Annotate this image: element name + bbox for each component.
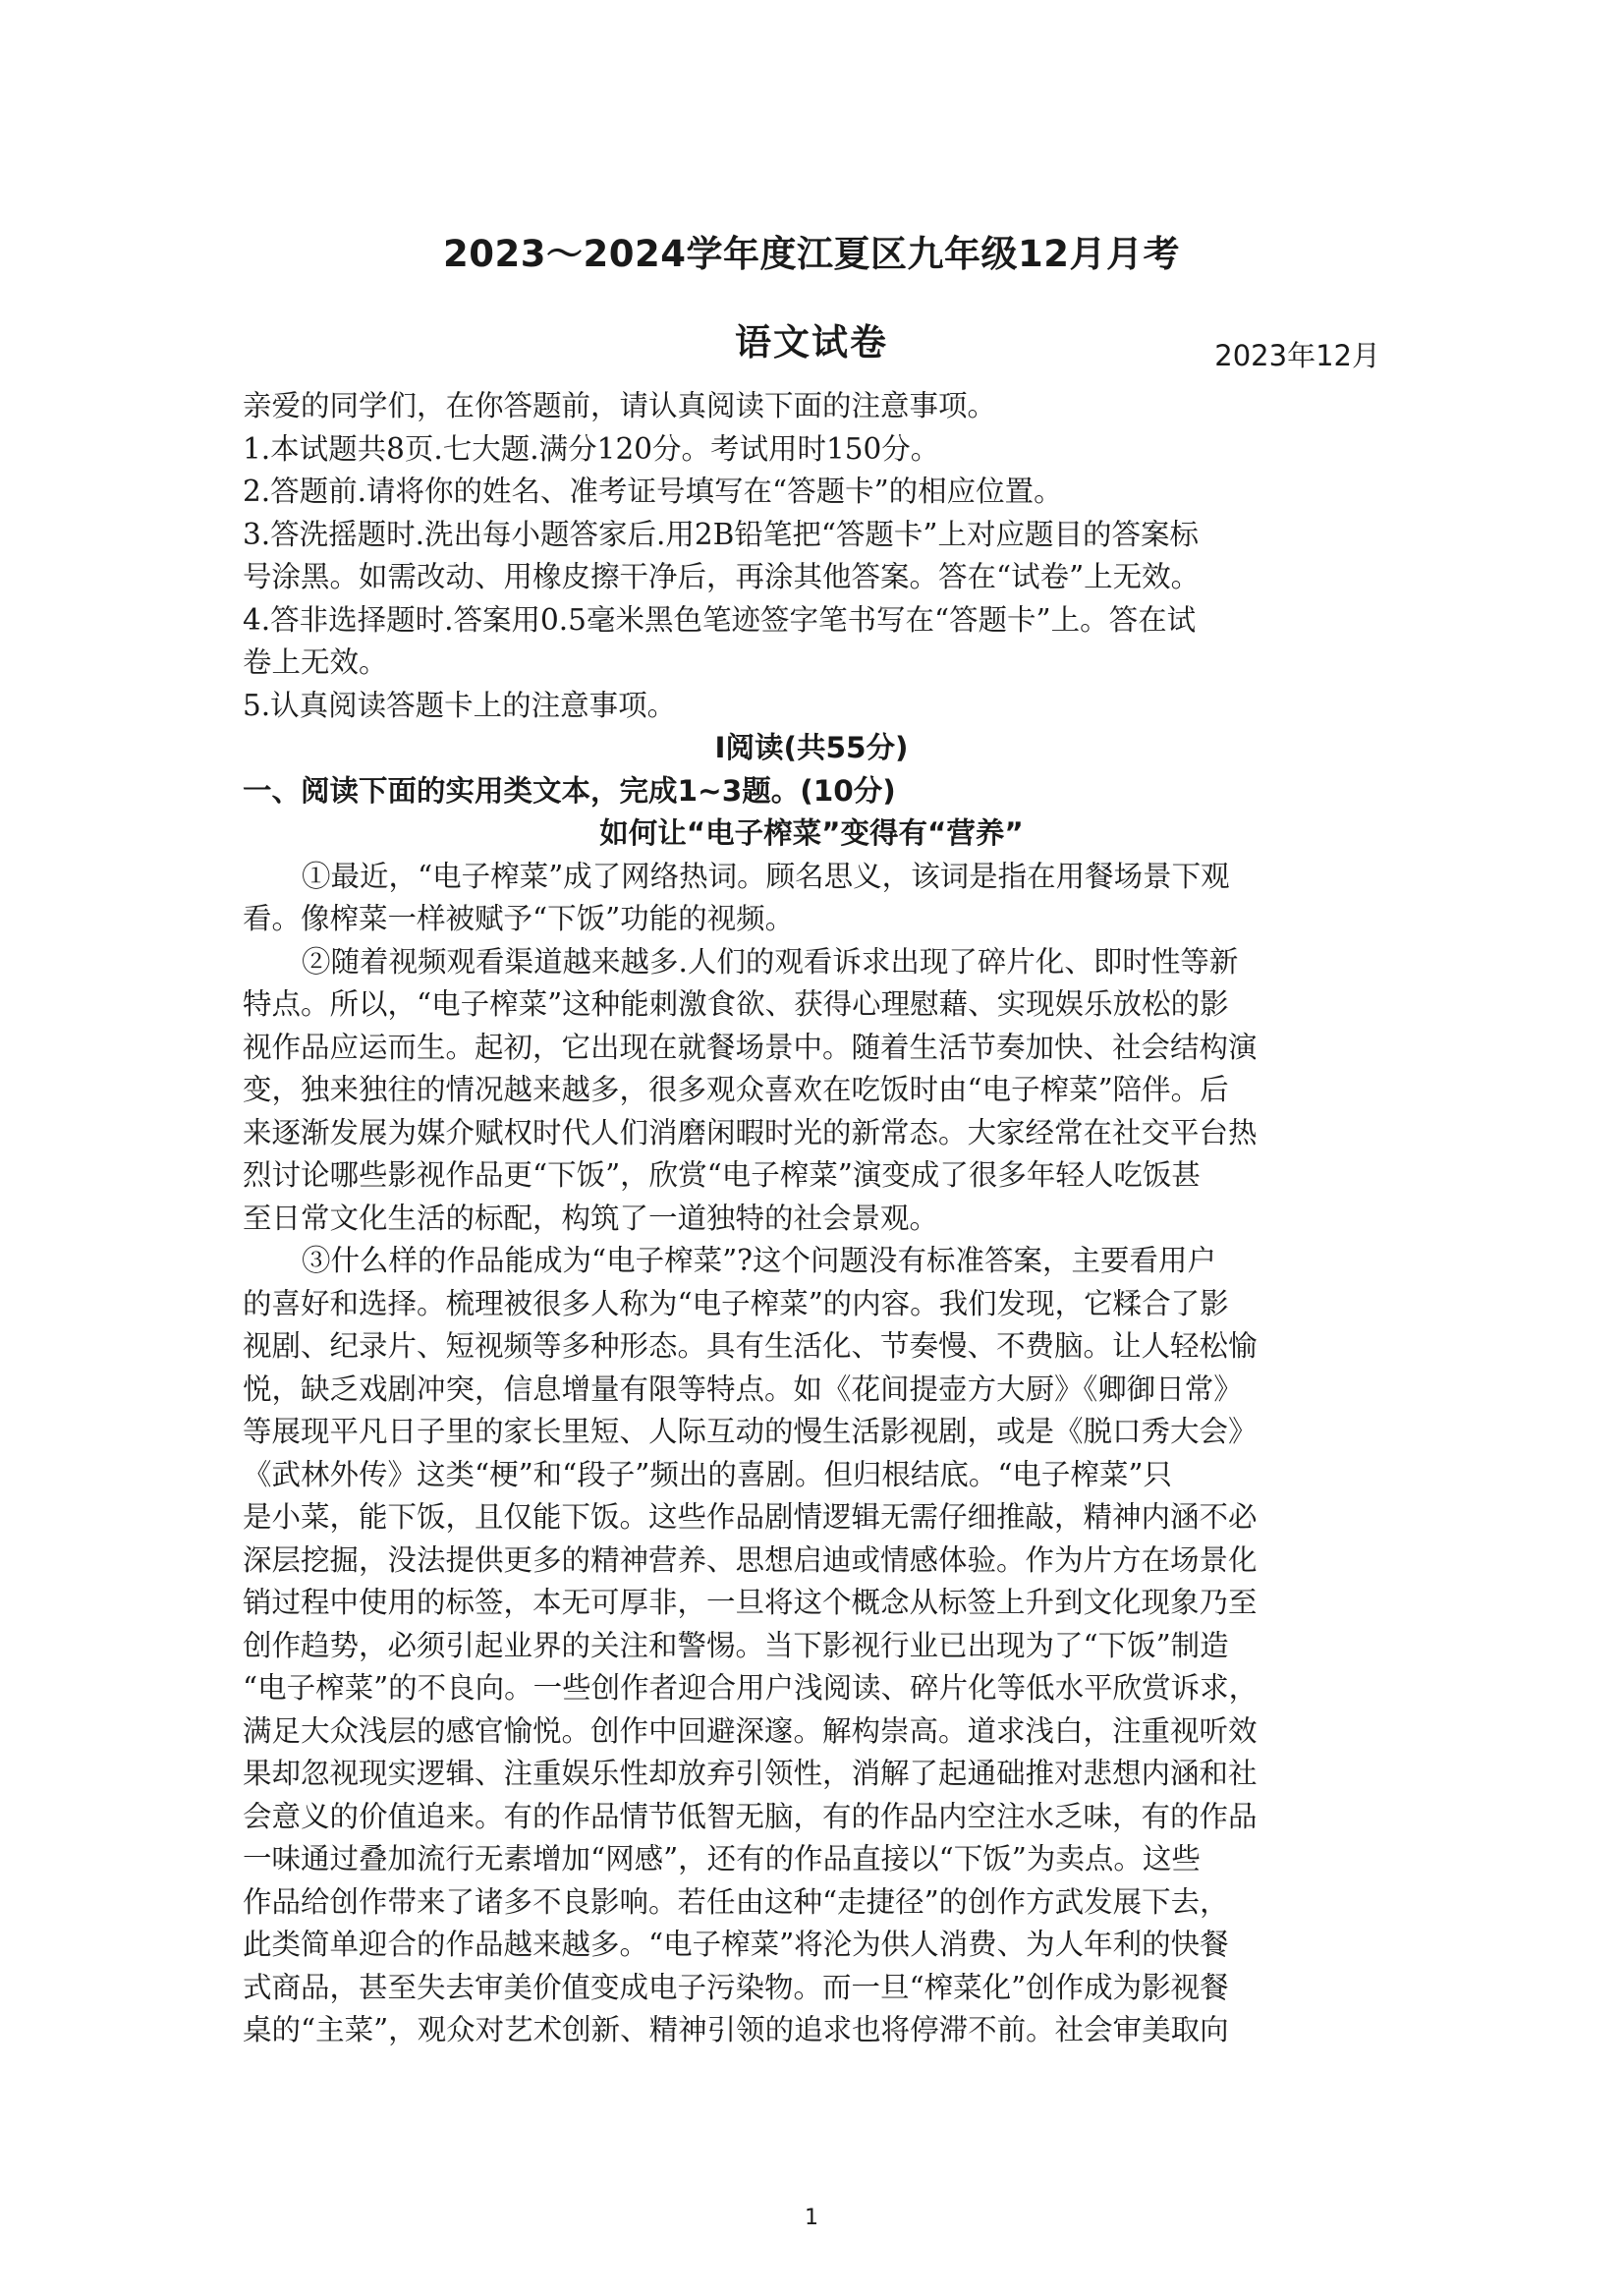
article-line: 深层挖掘，没法提供更多的精神营养、思想启迪或情感体验。作为片方在场景化 — [243, 1542, 1258, 1577]
article-line: 烈讨论哪些影视作品更“下饭”，欣赏“电子榨菜”演变成了很多年轻人吃饭甚 — [243, 1158, 1201, 1192]
exam-title: 2023～2024学年度江夏区九年级12月月考 — [443, 233, 1180, 275]
article-line: 的喜好和选择。梳理被很多人称为“电子榨菜”的内容。我们发现，它糅合了影 — [243, 1286, 1229, 1320]
article-line: 一味通过叠加流行无素增加“网感”，还有的作品直接以“下饭”为卖点。这些 — [243, 1842, 1201, 1876]
article-line: 满足大众浅层的感官愉悦。创作中回避深邃。解构崇高。道求浅白，注重视听效 — [243, 1713, 1258, 1748]
article-line: 式商品，甚至失去审美价值变成电子污染物。而一旦“榨菜化”创作成为影视餐 — [243, 1970, 1229, 2004]
article-line: ②随着视频观看渠道越来越多.人们的观看诉求出现了碎片化、即时性等新 — [302, 944, 1239, 979]
article-line: 销过程中使用的标签，本无可厚非，一旦将这个概念从标签上升到文化现象乃至 — [243, 1586, 1258, 1619]
article-line: 等展现平凡日子里的家长里短、人际互动的慢生活影视剧，或是《脱口秀大会》 — [243, 1415, 1258, 1448]
article-line: 悦，缺乏戏剧冲突，信息增量有限等特点。如《花间提壶方大厨》《卿御日常》 — [243, 1372, 1243, 1406]
article-line: 果却忽视现实逻辑、注重娱乐性却放弃引领性，消解了起通础推对悲想内涵和社 — [243, 1757, 1258, 1790]
section-heading: Ⅰ阅读(共55分) — [714, 731, 909, 764]
article-line: 会意义的价值追来。有的作品情节低智无脑，有的作品内空注水乏味，有的作品 — [243, 1799, 1258, 1833]
article-line: 视作品应运而生。起初，它出现在就餐场景中。随着生活节奏加快、社会结构演 — [243, 1030, 1258, 1064]
article-line: 来逐渐发展为媒介赋权时代人们消磨闲暇时光的新常态。大家经常在社交平台热 — [243, 1115, 1258, 1149]
notice-line: 卷上无效。 — [243, 645, 388, 679]
article-line: 特点。所以，“电子榨菜”这种能刺激食欲、获得心理慰藉、实现娱乐放松的影 — [243, 987, 1229, 1021]
article-line: 创作趋势，必须引起业界的关注和警惕。当下影视行业已出现为了“下饭”制造 — [243, 1628, 1229, 1662]
page-number: 1 — [805, 2206, 818, 2230]
exam-date: 2023年12月 — [1214, 339, 1380, 372]
article-line: 《武林外传》这类“梗”和“段子”频出的喜剧。但归根结底。“电子榨菜”只 — [243, 1457, 1172, 1491]
article-line: ③什么样的作品能成为“电子榨菜”?这个问题没有标准答案，主要看用户 — [302, 1244, 1216, 1277]
article-line: “电子榨菜”的不良向。一些创作者迎合用户浅阅读、碎片化等低水平欣赏诉求， — [243, 1671, 1259, 1705]
article-line: 至日常文化生活的标配，构筑了一道独特的社会景观。 — [243, 1201, 939, 1235]
article-title: 如何让“电子榨菜”变得有“营养” — [599, 816, 1024, 850]
notice-line: 2.答题前.请将你的姓名、准考证号填写在“答题卡”的相应位置。 — [243, 475, 1063, 508]
article-line: 此类简单迎合的作品越来越多。“电子榨菜”将沦为供人消费、为人年利的快餐 — [243, 1928, 1229, 1961]
exam-content — [243, 385, 1380, 2052]
article-line: 变，独来独往的情况越来越多，很多观众喜欢在吃饭时由“电子榨菜”陪伴。后 — [243, 1073, 1229, 1106]
article-line: 是小菜，能下饭，且仅能下饭。这些作品剧情逻辑无需仔细推敲，精神内涵不必 — [243, 1500, 1258, 1534]
article-line: 作品给创作带来了诸多不良影响。若任由这种“走捷径”的创作方武发展下去， — [243, 1884, 1229, 1919]
exam-subtitle: 语文试卷 — [735, 321, 888, 364]
notice-line: 号涂黑。如需改动、用橡皮擦干净后，再涂其他答案。答在“试卷”上无效。 — [243, 560, 1201, 593]
article-body — [243, 856, 1380, 2052]
question-heading: 一、阅读下面的实用类文本，完成1~3题。(10分) — [243, 773, 896, 808]
notice-line: 5.认真阅读答题卡上的注意事项。 — [243, 688, 677, 722]
article-line: 视剧、纪录片、短视频等多种形态。具有生活化、节奏慢、不费脑。让人轻松愉 — [243, 1329, 1258, 1363]
notice-line: 3.答洗摇题时.洗出每小题答家后.用2B铅笔把“答题卡”上对应题目的答案标 — [243, 517, 1200, 551]
notice-line: 1.本试题共8页.七大题.满分120分。考试用时150分。 — [243, 431, 940, 466]
notice-intro: 亲爱的同学们，在你答题前，请认真阅读下面的注意事项。 — [243, 389, 997, 422]
article-line: 桌的“主菜”，观众对艺术创新、精神引领的追求也将停滞不前。社会审美取向 — [243, 2013, 1229, 2046]
article-line: ①最近，“电子榨菜”成了网络热词。顾名思义，该词是指在用餐场景下观 — [302, 859, 1230, 893]
notice-line: 4.答非选择题时.答案用0.5毫米黑色笔迹签字笔书写在“答题卡”上。答在试 — [243, 602, 1197, 637]
article-line: 看。像榨菜一样被赋予“下饭”功能的视频。 — [243, 902, 795, 935]
